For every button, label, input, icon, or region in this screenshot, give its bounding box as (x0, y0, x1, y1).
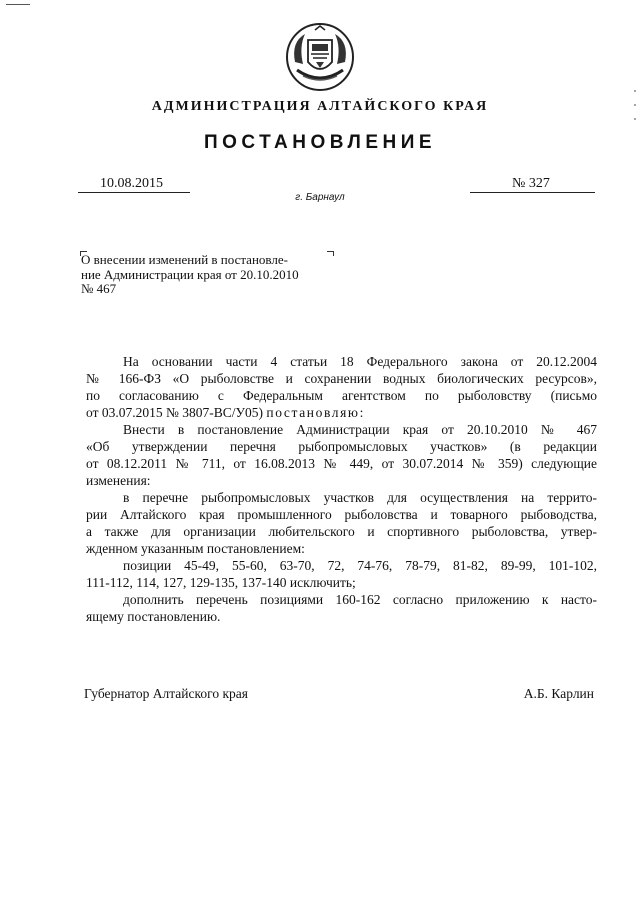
body-line: от 08.12.2011 № 711, от 16.08.2013 № 449, от 30.07.2014 № 359) следующие (86, 456, 597, 471)
body-line: а также для организации любительского и спортивного рыболовства, утвер- (86, 524, 597, 539)
body-line: рии Алтайского края промышленного рыболовства и товарного рыбоводства, (86, 507, 597, 522)
body-line: Внести в постановление Администрации края от 20.10.2010 № 467 (123, 422, 597, 437)
document-body (86, 353, 597, 625)
body-line: дополнить перечень позициями 160-162 согласно приложению к насто- (123, 592, 597, 607)
scan-speck (634, 90, 636, 92)
document-city: г. Барнаул (295, 192, 345, 203)
scan-speck (634, 118, 636, 120)
body-line: 111-112, 114, 127, 129-135, 137-140 исключить; (86, 575, 356, 590)
signatory-position: Губернатор Алтайского края (84, 686, 248, 701)
body-line: позиции 45-49, 55-60, 63-70, 72, 74-76, 78-79, 81-82, 89-99, 101-102, (123, 558, 597, 573)
body-line: «Об утверждении перечня рыбопромысловых участков» (в редакции (86, 439, 597, 454)
subject-line: № 467 (81, 281, 117, 296)
body-line: изменения: (86, 473, 151, 488)
body-basis: от 03.07.2015 № 3807-ВС/У05) (86, 405, 264, 420)
subject-line: ние Администрации края от 20.10.2010 (81, 266, 299, 282)
document-date: 10.08.2015 (78, 176, 190, 193)
scan-mark (6, 4, 30, 5)
subject-line: О внесении изменений в постановле- (81, 252, 288, 267)
body-line: жденном указанным постановлением: (86, 541, 305, 556)
document-number: № 327 (470, 176, 595, 193)
body-line: На основании части 4 статьи 18 Федерального закона от 20.12.2004 (123, 354, 597, 369)
signatory-name: А.Б. Карлин (523, 686, 594, 701)
body-line: по согласованию с Федеральным агентством по рыболовству (письмо (86, 388, 597, 403)
subject-block (81, 253, 339, 297)
document-type: ПОСТАНОВЛЕНИЕ (203, 132, 437, 153)
resolution-keyword: постановляю: (266, 405, 365, 420)
body-line (86, 404, 597, 421)
body-line: № 166-ФЗ «О рыболовстве и сохранении водных биологических ресурсов», (86, 371, 597, 386)
coat-of-arms-icon (285, 22, 355, 92)
body-line: ящему постановлению. (86, 609, 221, 624)
body-line: в перечне рыбопромысловых участков для осуществления на террито- (123, 490, 597, 505)
organization-name: АДМИНИСТРАЦИЯ АЛТАЙСКОГО КРАЯ (151, 99, 489, 114)
